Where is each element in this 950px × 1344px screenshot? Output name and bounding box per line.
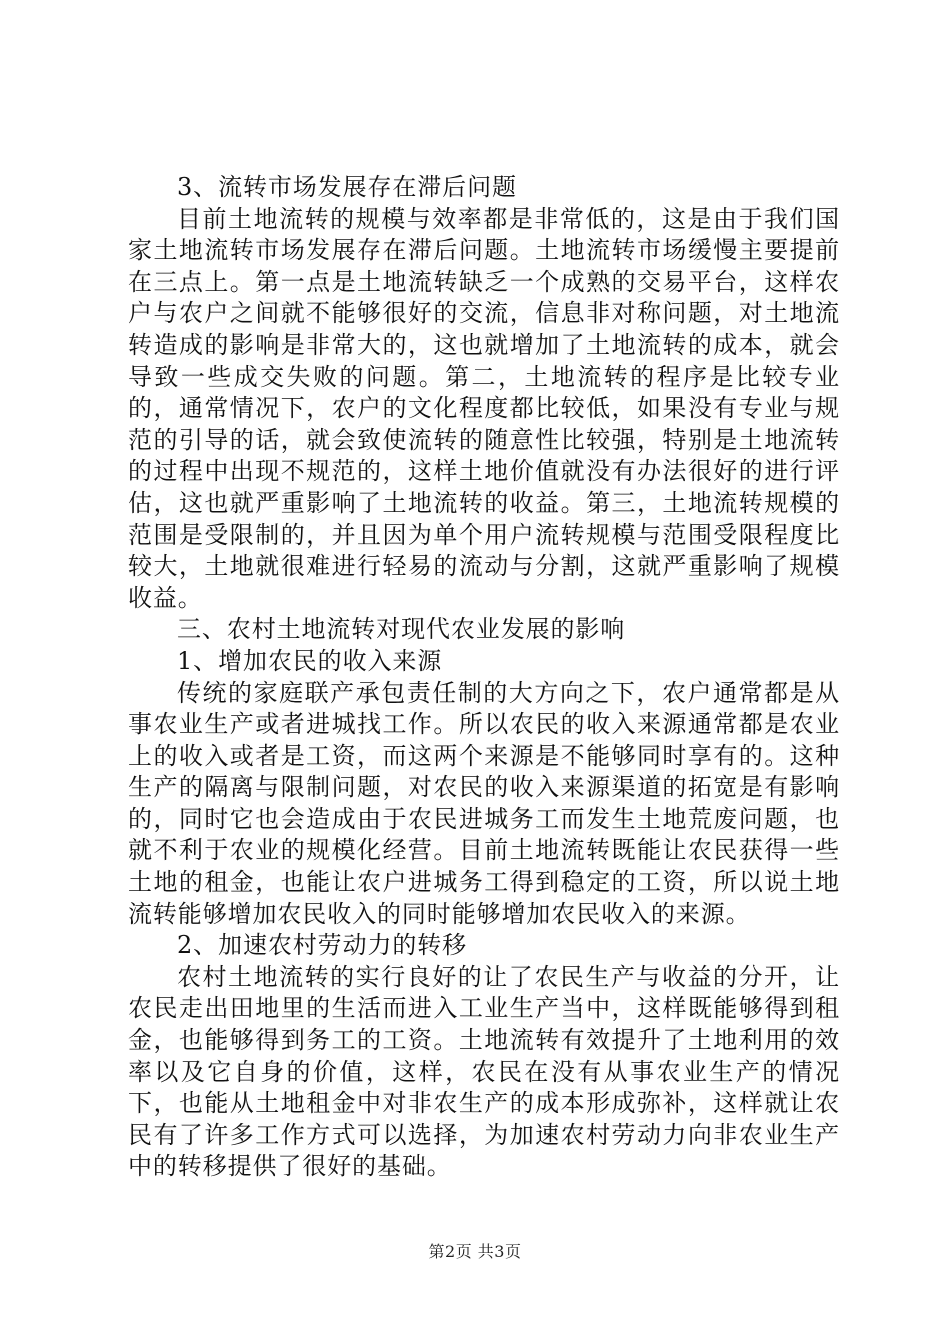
paragraph-labor: 农村土地流转的实行良好的让了农民生产与收益的分开，让农民走出田地里的生活而进入工业生产当中，这样既能够得到租金，也能够得到务工的工资。土地流转有效提升了土地利用的效率以及它自身的价值，这样，农民在没有从事农业生产的情况下，也能从土地租金中对非农生产的成本形成弥补，这样就让农民有了许多工作方式可以选择，为加速农村劳动力向非农业生产中的转移提供了很好的基础。: [128, 962, 840, 1181]
section-heading-market-lag: 3、流转市场发展存在滞后问题: [177, 173, 517, 201]
subheading-income: 1、增加农民的收入来源: [177, 646, 443, 675]
paragraph-market-lag: 目前土地流转的规模与效率都是非常低的，这是由于我们国家土地流转市场发展存在滞后问题。土地流转市场缓慢主要提前在三点上。第一点是土地流转缺乏一个成熟的交易平台，这样农户与农户之间就不能够很好的交流，信息非对称问题，对土地流转造成的影响是非常大的，这也就增加了土地流转的成本，就会导致一些成交失败的问题。第二，土地流转的程序是比较专业的，通常情况下，农户的文化程度都比较低，如果没有专业与规范的引导的话，就会致使流转的随意性比较强，特别是土地流转的过程中出现不规范的，这样土地价值就没有办法很好的进行评估，这也就严重影响了土地流转的收益。第三，土地流转规模的范围是受限制的，并且因为单个用户流转规模与范围受限程度比较大，土地就很难进行轻易的流动与分割，这就严重影响了规模收益。: [128, 204, 840, 612]
paragraph-income: 传统的家庭联产承包责任制的大方向之下，农户通常都是从事农业生产或者进城找工作。所以农民的收入来源通常都是农业上的收入或者是工资，而这两个来源是不能够同时享有的。这种生产的隔离与限制问题，对农民的收入来源渠道的拓宽是有影响的，同时它也会造成由于农民进城务工而发生土地荒废问题，也就不利于农业的规模化经营。目前土地流转既能让农民获得一些土地的租金，也能让农户进城务工得到稳定的工资，所以说土地流转能够增加农民收入的同时能够增加农民收入的来源。: [128, 678, 840, 928]
section-heading-impact: 三、农村土地流转对现代农业发展的影响: [177, 615, 626, 644]
page-number-footer: 第2页 共3页: [428, 1242, 522, 1261]
document-body: [128, 172, 840, 1183]
subheading-labor: 2、加速农村劳动力的转移: [177, 931, 468, 960]
